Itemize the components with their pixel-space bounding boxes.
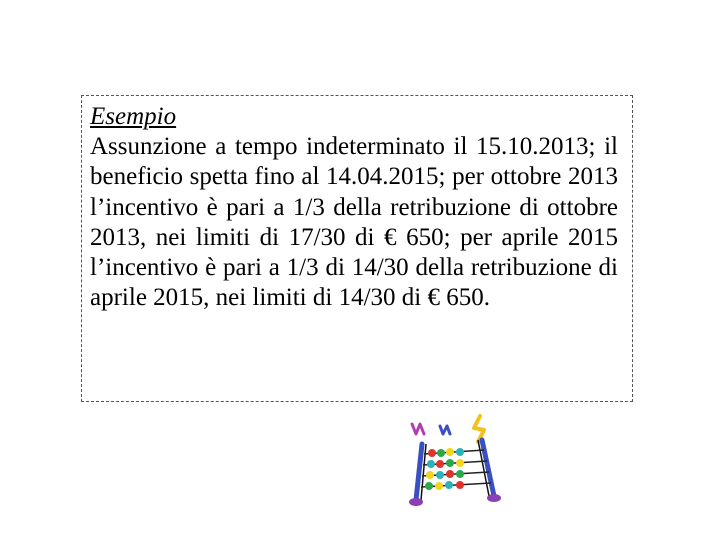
example-text: Assunzione a tempo indeterminato il 15.10.2013; il beneficio spetta fino al 14.04.2015; per ottobre 2013 l’incentivo è pari a 1/3 della retribuzione di ottobre 2013, nei limiti di 17/30 di € 650; per aprile 2015 l’incentivo è pari a 1/3 di 14/30 della retribuzione di aprile 2015, nei limiti di 14/30 di € 650. — [90, 133, 618, 312]
example-heading: Esempio — [90, 103, 177, 130]
example-box — [81, 95, 633, 402]
abacus-icon — [394, 410, 506, 510]
